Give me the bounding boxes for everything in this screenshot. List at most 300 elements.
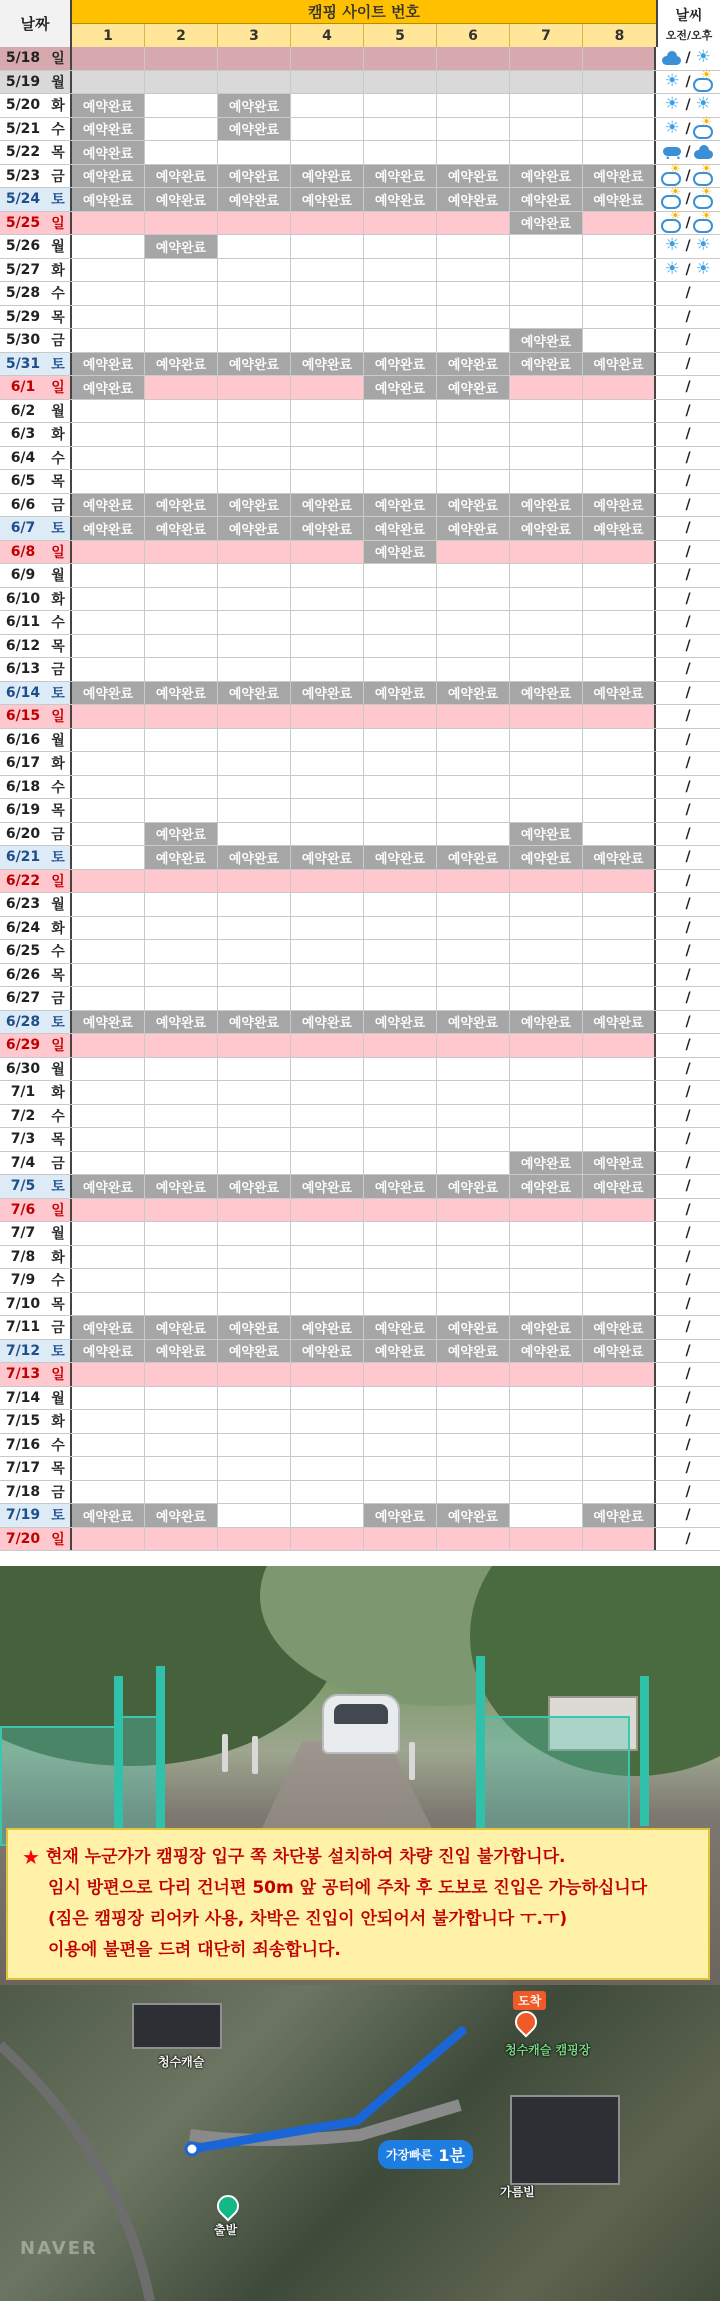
site-5-cell [364,71,437,94]
row-day-of-week: 월 [46,1058,72,1081]
table-row [0,1222,720,1246]
site-4-cell [291,141,364,164]
row-date: 5/28 [5,285,41,302]
site-1-cell [72,917,145,940]
site-5-cell [364,1434,437,1457]
site-6-cell [437,729,510,752]
site-8-cell [583,212,656,235]
site-3-cell [218,658,291,681]
site-1-cell [72,1410,145,1433]
site-7-cell [510,541,583,564]
site-2-cell: 예약완료 [145,1340,218,1363]
site-4-cell [291,71,364,94]
weather-cell [656,1246,720,1269]
site-2-cell [145,729,218,752]
table-row [0,1410,720,1434]
weather-cell [656,1011,720,1034]
row-day-of-week: 일 [46,705,72,728]
site-5-cell [364,1457,437,1480]
weather-cell [656,752,720,775]
site-7-cell [510,1387,583,1410]
site-4-cell [291,1199,364,1222]
site-3-cell [218,776,291,799]
table-row [0,658,720,682]
site-8-cell [583,1128,656,1151]
site-7-cell [510,940,583,963]
site-5-cell [364,1222,437,1245]
site-1-cell [72,1434,145,1457]
site-6-cell [437,282,510,305]
site-1-cell [72,987,145,1010]
site-1-cell [72,1269,145,1292]
site-3-cell [218,1457,291,1480]
weather-cell [656,306,720,329]
table-row [0,635,720,659]
site-7-cell [510,282,583,305]
site-6-cell: 예약완료 [437,1011,510,1034]
site-header-3: 3 [218,24,291,47]
site-8-cell [583,870,656,893]
weather-separator: / [685,825,691,842]
site-7-cell [510,752,583,775]
row-day-of-week: 수 [46,776,72,799]
site-4-cell [291,1246,364,1269]
site-7-cell [510,1222,583,1245]
weather-cell [656,118,720,141]
site-4-cell [291,94,364,117]
site-5-cell [364,1410,437,1433]
site-1-cell [72,1034,145,1057]
site-1-cell [72,541,145,564]
site-5-cell: 예약완료 [364,353,437,376]
site-8-cell [583,447,656,470]
weather-separator: / [685,214,691,231]
row-date: 6/30 [5,1060,41,1077]
weather-cell [656,1528,720,1551]
site-2-cell [145,71,218,94]
route-info-pill[interactable] [378,2140,473,2169]
site-2-cell [145,611,218,634]
row-date: 6/20 [5,825,41,842]
site-header-2: 2 [145,24,218,47]
site-7-cell [510,71,583,94]
site-6-cell: 예약완료 [437,1175,510,1198]
table-row [0,1528,720,1552]
weather-separator: / [685,1319,691,1336]
site-4-cell [291,823,364,846]
row-date: 7/18 [5,1483,41,1500]
site-1-cell [72,47,145,70]
site-6-cell: 예약완료 [437,165,510,188]
site-8-cell [583,259,656,282]
site-3-cell [218,1152,291,1175]
site-2-cell [145,141,218,164]
site-3-cell [218,1199,291,1222]
row-date: 5/24 [0,188,46,211]
site-4-cell [291,729,364,752]
sun-icon [693,238,715,254]
site-6-cell: 예약완료 [437,682,510,705]
site-8-cell [583,987,656,1010]
weather-separator: / [685,1013,691,1030]
site-3-cell [218,752,291,775]
row-day-of-week: 일 [46,212,72,235]
site-8-cell [583,1034,656,1057]
site-1-cell [72,1246,145,1269]
site-3-cell [218,212,291,235]
site-6-cell [437,1246,510,1269]
site-2-cell [145,893,218,916]
site-6-cell [437,964,510,987]
site-6-cell [437,1293,510,1316]
row-day-of-week: 목 [46,799,72,822]
site-2-cell [145,964,218,987]
site-5-cell [364,917,437,940]
site-2-cell: 예약완료 [145,517,218,540]
weather-separator: / [685,1084,691,1101]
table-row [0,799,720,823]
notice-line-3: (짐은 캠핑장 리어카 사용, 차박은 진입이 안되어서 불가합니다 ㅜ.ㅜ) [48,1909,568,1929]
site-2-cell [145,423,218,446]
weather-separator: / [685,1272,691,1289]
site-5-cell [364,141,437,164]
site-8-cell [583,541,656,564]
site-6-cell [437,1034,510,1057]
site-8-cell [583,94,656,117]
site-5-cell [364,799,437,822]
site-1-cell [72,1528,145,1551]
weather-cell [656,423,720,446]
site-1-cell [72,1128,145,1151]
site-6-cell [437,1081,510,1104]
site-2-cell [145,1058,218,1081]
site-5-cell [364,940,437,963]
weather-cell [656,517,720,540]
site-3-cell [218,635,291,658]
site-5-cell [364,94,437,117]
site-2-cell: 예약완료 [145,188,218,211]
fence-post [476,1656,485,1836]
site-8-cell: 예약완료 [583,494,656,517]
site-2-cell [145,705,218,728]
partly-cloudy-icon [661,215,683,231]
site-1-cell: 예약완료 [72,1175,145,1198]
weather-column-header [656,0,720,47]
site-3-cell: 예약완료 [218,517,291,540]
table-row [0,1481,720,1505]
row-day-of-week: 월 [46,71,72,94]
table-header [0,0,720,47]
weather-cell [656,212,720,235]
table-row [0,494,720,518]
route-label: 가장빠른 [386,2148,433,2162]
site-1-cell: 예약완료 [72,353,145,376]
row-day-of-week: 화 [46,1081,72,1104]
site-5-cell [364,259,437,282]
weather-separator: / [685,1413,691,1430]
site-8-cell: 예약완료 [583,1175,656,1198]
weather-separator: / [685,496,691,513]
site-3-cell: 예약완료 [218,1316,291,1339]
site-6-cell [437,1434,510,1457]
row-day-of-week: 일 [46,1199,72,1222]
weather-cell [656,1128,720,1151]
site-4-cell: 예약완료 [291,1340,364,1363]
table-row [0,1293,720,1317]
green-gate-left [120,1716,160,1836]
table-row [0,729,720,753]
site-6-cell [437,212,510,235]
site-2-cell [145,1105,218,1128]
site-7-cell: 예약완료 [510,494,583,517]
site-6-cell [437,47,510,70]
row-date: 7/14 [5,1389,41,1406]
row-day-of-week: 토 [46,517,72,540]
site-3-cell [218,917,291,940]
table-row [0,423,720,447]
site-3-cell: 예약완료 [218,188,291,211]
site-6-cell [437,1058,510,1081]
road-line [0,2045,150,2301]
table-row [0,118,720,142]
site-1-cell [72,588,145,611]
site-4-cell [291,799,364,822]
site-1-cell: 예약완료 [72,141,145,164]
table-row [0,1175,720,1199]
site-8-cell [583,376,656,399]
row-day-of-week: 토 [46,846,72,869]
site-8-cell [583,282,656,305]
site-8-cell [583,1246,656,1269]
site-8-cell [583,1199,656,1222]
site-2-cell: 예약완료 [145,1504,218,1527]
site-6-cell [437,893,510,916]
row-day-of-week: 월 [46,400,72,423]
weather-cell [656,1457,720,1480]
site-3-cell [218,1058,291,1081]
site-7-cell [510,423,583,446]
row-date: 7/3 [10,1131,36,1148]
site-8-cell [583,470,656,493]
site-6-cell [437,1528,510,1551]
star-icon: ★ [22,1845,40,1869]
row-date: 7/11 [5,1319,41,1336]
weather-cell [656,1034,720,1057]
weather-separator: / [685,402,691,419]
row-date: 7/8 [10,1248,36,1265]
site-6-cell [437,1128,510,1151]
cloud-icon [661,50,683,66]
site-2-cell [145,799,218,822]
bollard [409,1742,415,1780]
site-7-cell [510,917,583,940]
site-1-cell [72,1152,145,1175]
table-row [0,846,720,870]
site-1-cell [72,564,145,587]
row-day-of-week: 토 [46,188,72,211]
row-day-of-week: 목 [46,1457,72,1480]
site-1-cell [72,400,145,423]
site-5-cell [364,870,437,893]
weather-cell [656,329,720,352]
site-7-cell [510,964,583,987]
weather-separator: / [685,896,691,913]
weather-cell [656,235,720,258]
site-1-cell [72,282,145,305]
site-4-cell [291,964,364,987]
site-4-cell [291,588,364,611]
site-8-cell [583,729,656,752]
row-day-of-week: 목 [46,964,72,987]
site-8-cell [583,1058,656,1081]
site-5-cell [364,282,437,305]
site-5-cell [364,1081,437,1104]
row-date: 6/14 [0,682,46,705]
row-day-of-week: 수 [46,118,72,141]
site-8-cell [583,423,656,446]
row-date: 6/29 [0,1034,46,1057]
site-4-cell [291,611,364,634]
site-8-cell [583,141,656,164]
weather-separator: / [685,520,691,537]
site-3-cell [218,541,291,564]
site-1-cell: 예약완료 [72,1340,145,1363]
site-7-cell [510,658,583,681]
site-4-cell: 예약완료 [291,846,364,869]
table-row [0,823,720,847]
site-2-cell [145,541,218,564]
site-8-cell [583,588,656,611]
weather-cell [656,141,720,164]
site-4-cell [291,1152,364,1175]
site-2-cell [145,1246,218,1269]
row-date: 6/6 [10,496,36,513]
table-row [0,1011,720,1035]
weather-cell [656,940,720,963]
site-6-cell [437,635,510,658]
site-1-cell [72,1363,145,1386]
site-5-cell: 예약완료 [364,517,437,540]
site-7-cell [510,94,583,117]
site-4-cell [291,212,364,235]
site-6-cell [437,987,510,1010]
site-1-cell [72,1105,145,1128]
site-4-cell: 예약완료 [291,1011,364,1034]
row-day-of-week: 금 [46,1316,72,1339]
weather-separator: / [685,1037,691,1054]
row-date: 5/20 [5,97,41,114]
site-4-cell [291,470,364,493]
site-8-cell [583,306,656,329]
weather-separator: / [685,637,691,654]
site-8-cell: 예약완료 [583,1316,656,1339]
site-header-6: 6 [437,24,510,47]
site-2-cell [145,470,218,493]
row-day-of-week: 화 [46,752,72,775]
row-date: 7/19 [0,1504,46,1527]
table-row [0,1199,720,1223]
site-2-cell [145,94,218,117]
table-row [0,400,720,424]
row-day-of-week: 수 [46,1105,72,1128]
weather-separator: / [685,449,691,466]
site-3-cell: 예약완료 [218,682,291,705]
site-5-cell [364,1058,437,1081]
table-row [0,1269,720,1293]
weather-cell [656,705,720,728]
row-day-of-week: 금 [46,1481,72,1504]
site-2-cell: 예약완료 [145,165,218,188]
site-6-cell: 예약완료 [437,353,510,376]
site-2-cell: 예약완료 [145,846,218,869]
site-5-cell [364,588,437,611]
site-8-cell: 예약완료 [583,682,656,705]
row-date: 6/21 [0,846,46,869]
weather-separator: / [685,332,691,349]
site-header-8: 8 [614,27,625,44]
weather-cell [656,353,720,376]
site-5-cell: 예약완료 [364,165,437,188]
site-5-cell [364,470,437,493]
site-4-cell [291,1457,364,1480]
site-7-cell [510,1199,583,1222]
site-5-cell [364,1128,437,1151]
site-3-cell [218,1434,291,1457]
row-day-of-week: 목 [46,635,72,658]
weather-cell [656,611,720,634]
site-4-cell [291,564,364,587]
site-4-cell [291,423,364,446]
site-5-cell [364,1152,437,1175]
site-4-cell [291,235,364,258]
weather-cell [656,1081,720,1104]
table-body [0,47,720,1551]
weather-separator: / [685,567,691,584]
site-4-cell [291,282,364,305]
weather-cell [656,1293,720,1316]
row-day-of-week: 월 [46,1222,72,1245]
site-1-cell [72,1457,145,1480]
partly-cloudy-icon [693,191,715,207]
weather-cell [656,376,720,399]
site-3-cell [218,423,291,446]
site-2-cell [145,564,218,587]
site-header-4: 4 [291,24,364,47]
row-date: 7/13 [0,1363,46,1386]
site-3-cell [218,823,291,846]
site-5-cell [364,1269,437,1292]
table-row [0,47,720,71]
weather-separator: / [685,872,691,889]
site-2-cell [145,987,218,1010]
row-day-of-week: 금 [46,165,72,188]
route-path [192,2031,462,2149]
white-car [322,1694,400,1754]
destination-name: 청수캐슬 캠핑장 [505,2043,591,2057]
row-day-of-week: 금 [46,494,72,517]
site-6-cell [437,1457,510,1480]
site-4-cell [291,1293,364,1316]
site-3-cell [218,1528,291,1551]
weather-separator: / [685,261,691,278]
row-date: 6/17 [5,755,41,772]
site-2-cell [145,1293,218,1316]
row-day-of-week: 월 [46,235,72,258]
site-8-cell [583,1363,656,1386]
site-6-cell: 예약완료 [437,1340,510,1363]
site-2-cell [145,447,218,470]
weather-separator: / [685,167,691,184]
